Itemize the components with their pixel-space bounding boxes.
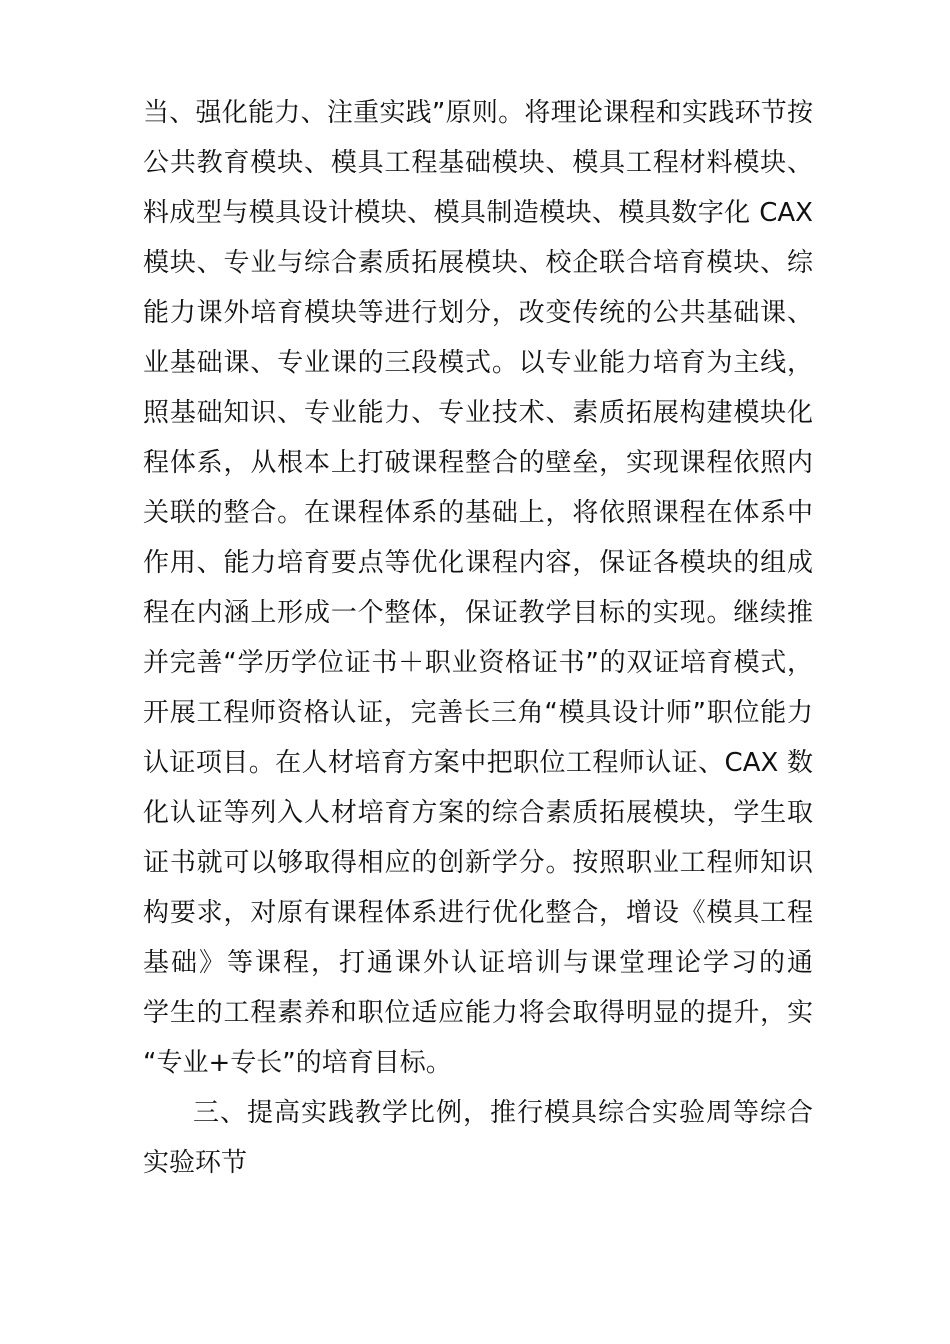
paragraph-line-last: “专业+专长”的培育目标。 <box>143 1048 452 1078</box>
section-heading-line-2: 实验环节 <box>143 1148 248 1178</box>
paragraph-line: 开展工程师资格认证，完善长三角“模具设计师”职位能力 <box>143 698 813 728</box>
paragraph-line: 程体系，从根本上打破课程整合的壁垒，实现课程依照内 <box>143 448 813 478</box>
paragraph-line: 基础》等课程，打通课外认证培训与课堂理论学习的通 <box>143 948 813 978</box>
paragraph-line: 并完善“学历学位证书＋职业资格证书”的双证培育模式， <box>143 648 813 678</box>
paragraph-line: 当、强化能力、注重实践”原则。将理论课程和实践环节按 <box>143 98 813 128</box>
section-heading-line-1: 三、提高实践教学比例，推行模具综合实验周等综合 <box>193 1098 813 1128</box>
paragraph-line: 业基础课、专业课的三段模式。以专业能力培育为主线， <box>143 348 813 378</box>
paragraph-line: 能力课外培育模块等进行划分，改变传统的公共基础课、 <box>143 298 813 328</box>
paragraph-line: 化认证等列入人材培育方案的综合素质拓展模块，学生取 <box>143 798 813 828</box>
body-text <box>143 88 813 1188</box>
paragraph-line: 公共教育模块、模具工程基础模块、模具工程材料模块、 <box>143 148 813 178</box>
paragraph-line: 照基础知识、专业能力、专业技术、素质拓展构建模块化 <box>143 398 813 428</box>
paragraph-line: 认证项目。在人材培育方案中把职位工程师认证、CAX 数 <box>143 748 813 778</box>
paragraph-line: 程在内涵上形成一个整体，保证教学目标的实现。继续推 <box>143 598 813 628</box>
paragraph-line: 构要求，对原有课程体系进行优化整合，增设《模具工程 <box>143 898 813 928</box>
paragraph-line: 关联的整合。在课程体系的基础上，将依照课程在体系中 <box>143 498 813 528</box>
paragraph-line: 料成型与模具设计模块、模具制造模块、模具数字化 CAX <box>143 198 813 228</box>
paragraph-line: 学生的工程素养和职位适应能力将会取得明显的提升，实 <box>143 998 813 1028</box>
paragraph-line: 作用、能力培育要点等优化课程内容，保证各模块的组成 <box>143 548 813 578</box>
paragraph-line: 证书就可以够取得相应的创新学分。按照职业工程师知识 <box>143 848 813 878</box>
paragraph-line: 模块、专业与综合素质拓展模块、校企联合培育模块、综 <box>143 248 813 278</box>
